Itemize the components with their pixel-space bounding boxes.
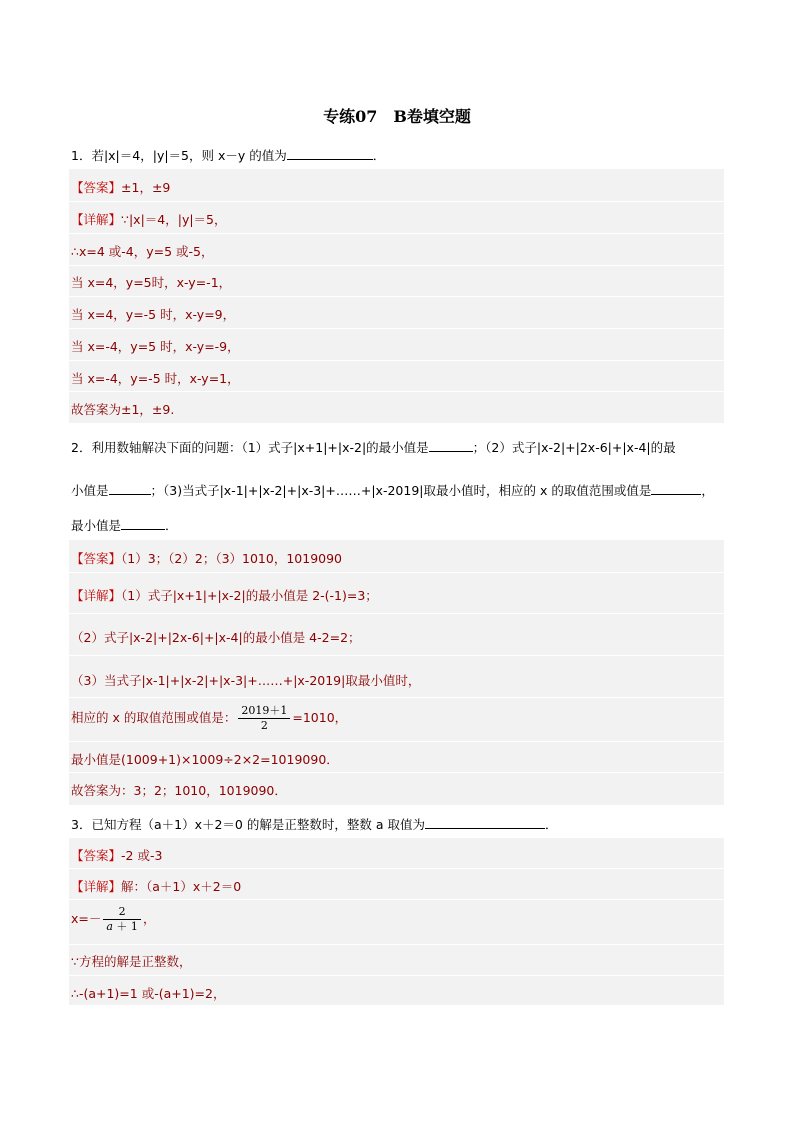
page-title: 专练07 B卷填空题 <box>323 107 471 126</box>
question-3: 3．已知方程（a＋1）x＋2＝0 的解是正整数时，整数 a 取值为 ． <box>71 817 558 832</box>
q1-detail-line: ∴x=4 或-4，y=5 或-5， <box>71 244 214 259</box>
fraction: $\frac{2019+1}{2}$ <box>238 704 290 733</box>
q3-answer: 【答案】-2 或-3 <box>71 848 163 863</box>
q3-detail-line: ∵方程的解是正整数， <box>71 954 192 969</box>
q3-detail-line: 【详解】解：（a＋1）x＋2＝0 <box>71 879 242 894</box>
answer-blank <box>429 438 473 452</box>
q1-detail-line: 当 x=4，y=5时，x-y=-1， <box>71 275 232 290</box>
q2-detail-line: 相应的 x 的取值范围或值是： $\frac{2019+1}{2}$ =1010， <box>71 704 348 732</box>
answer-blank <box>425 815 545 829</box>
question-1-text: 1．若|x|＝4，|y|＝5，则 x－y 的值为 <box>71 148 287 163</box>
q1-answer: 【答案】±1，±9 <box>71 180 171 195</box>
q1-detail-line: 当 x=-4，y=-5 时，x-y=1， <box>71 371 240 386</box>
q2-detail-line: 故答案为：3；2；1010，1019090． <box>71 783 287 798</box>
q1-detail-line: 当 x=-4，y=5 时，x-y=-9， <box>71 339 240 354</box>
fraction: $\frac{2}{a + 1}$ <box>103 905 141 934</box>
q2-detail-line: 【详解】（1）式子|x+1|+|x-2|的最小值是 2-(-1)=3； <box>71 588 378 603</box>
q3-detail-line: ∴-(a+1)=1 或-(a+1)=2， <box>71 986 226 1001</box>
q2-detail-line: （2）式子|x-2|+|2x-6|+|x-4|的最小值是 4-2=2； <box>71 630 361 645</box>
question-2-line-2: 小值是 ；（3)当式子|x-1|+|x-2|+|x-3|+……+|x-2019|取最小值时，相应的 x 的取值范围或值是 ， <box>71 483 714 498</box>
q2-detail-line: 最小值是(1009+1)×1009÷2×2=1019090． <box>71 752 339 767</box>
q3-detail-line: x=－ $\frac{2}{a + 1}$ ， <box>71 905 156 933</box>
answer-blank <box>121 516 165 530</box>
q2-answer: 【答案】（1）3；（2）2；（3）1010，1019090 <box>71 551 343 566</box>
question-2-line-3: 最小值是 ． <box>71 518 178 533</box>
question-1: 1．若|x|＝4，|y|＝5，则 x－y 的值为 ． <box>71 148 386 163</box>
question-2-line-1: 2．利用数轴解决下面的问题：（1）式子|x+1|+|x-2|的最小值是 ；（2）式子|x-2|+|2x-6|+|x-4|的最 <box>71 440 676 455</box>
answer-blank <box>287 146 373 160</box>
answer-blank <box>109 481 151 495</box>
q2-detail-line: （3）当式子|x-1|+|x-2|+|x-3|+……+|x-2019|取最小值时， <box>71 673 421 688</box>
answer-blank <box>651 481 701 495</box>
q1-detail-line: 【详解】∵|x|＝4，|y|＝5， <box>71 212 227 227</box>
q1-detail-line: 故答案为±1，±9. <box>71 402 175 417</box>
q1-detail-line: 当 x=4，y=-5 时，x-y=9， <box>71 307 236 322</box>
